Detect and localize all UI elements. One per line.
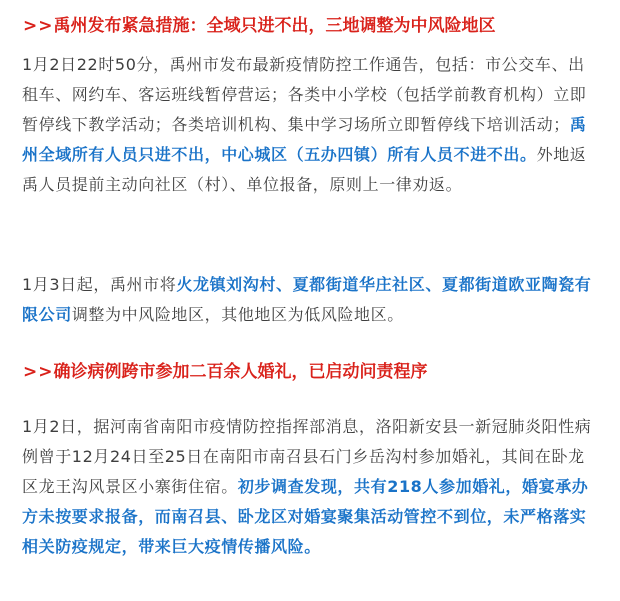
paragraph-text: 外地返禹人员提前主动向社区（村）、单位报备，原则上一律劝返。: [22, 145, 587, 194]
highlight-text: 火龙镇刘沟村、夏都街道华庄社区、夏都街道欧亚陶瓷有限公司: [22, 275, 592, 324]
highlight-text: 禹州全域所有人员只进不出，中心城区（五办四镇）所有人员不进不出。: [22, 115, 587, 164]
paragraph-text: 1月2日，据河南省南阳市疫情防控指挥部消息，洛阳新安县一新冠肺炎阳性病例曾于12月24日至25日在南阳市南召县石门乡岳沟村参加婚礼，其间在卧龙区龙王沟风景区小寨街住宿。: [22, 417, 592, 496]
paragraph-risk-areas: [22, 270, 600, 330]
paragraph-wedding-case: [22, 412, 600, 562]
heading-title: 确诊病例跨市参加二百余人婚礼，已启动问责程序: [53, 362, 428, 382]
heading-title: 禹州发布紧急措施：全域只进不出，三地调整为中风险地区: [53, 16, 496, 36]
paragraph-text: 1月3日起，禹州市将: [22, 275, 177, 294]
paragraph-text: 调整为中风险地区，其他地区为低风险地区。: [71, 305, 404, 324]
heading-marker: >>: [23, 362, 54, 382]
section-heading-wedding: [23, 360, 428, 384]
paragraph-yuzhou-notice: [22, 50, 600, 200]
section-heading-yuzhou: [23, 14, 496, 38]
paragraph-text: 1月2日22时50分，禹州市发布最新疫情防控工作通告，包括：市公交车、出租车、网约车、客运班线暂停营运；各类中小学校（包括学前教育机构）立即暂停线下教学活动；各类培训机构、集中学习场所立即暂停线下培训活动；: [22, 55, 587, 134]
heading-marker: >>: [23, 16, 54, 36]
highlight-text: 初步调查发现，共有218人参加婚礼，婚宴承办方未按要求报备，而南召县、卧龙区对婚宴聚集活动管控不到位，未严格落实相关防疫规定，带来巨大疫情传播风险。: [22, 477, 589, 556]
